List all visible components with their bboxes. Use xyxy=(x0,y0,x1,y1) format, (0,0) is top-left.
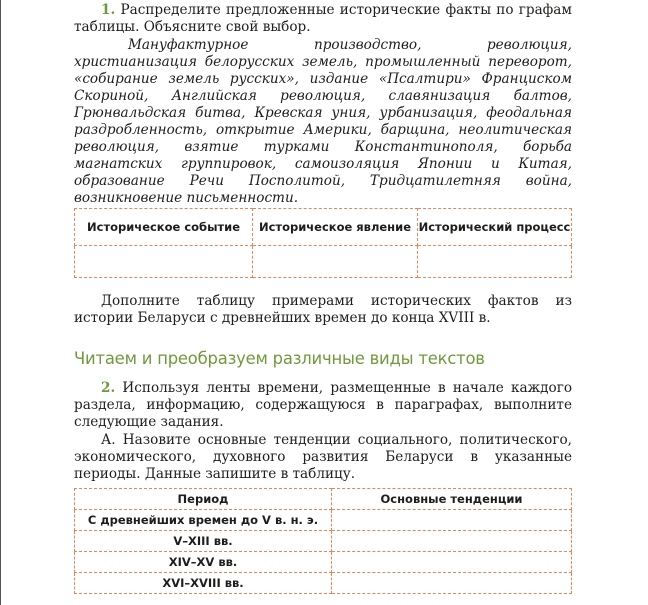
task2-table xyxy=(74,488,572,594)
table-row xyxy=(75,510,572,531)
task2-number: 2. xyxy=(101,380,116,396)
period-cell: XIV–XV вв. xyxy=(75,552,332,573)
period-cell: С древнейших времен до V в. н. э. xyxy=(75,510,332,531)
trend-cell-empty[interactable] xyxy=(332,510,572,531)
trend-cell-empty[interactable] xyxy=(332,573,572,594)
task2-instruction xyxy=(74,380,572,431)
task1-followup: Дополните таблицу примерами исторических фактов из истории Беларуси с древнейших времен до конца XVIII в. xyxy=(74,293,572,326)
cell-phenomenon-empty[interactable] xyxy=(253,246,418,278)
header-main-trends: Основные тенденции xyxy=(332,489,572,510)
cell-event-empty[interactable] xyxy=(75,246,253,278)
period-cell: XVI–XVIII вв. xyxy=(75,573,332,594)
trend-cell-empty[interactable] xyxy=(332,552,572,573)
task2-text-block xyxy=(74,380,572,483)
task1-facts-list: Мануфактурное производство, революция, христианизация белорусских земель, промышленный переворот, «собирание земель русских», издание «Псалтири» Франциском Скориной, Английская революция, славянизация балтов, Грюнвальдская битва, Кревская уния, урбанизация, феодальная раздробленность, открытие Америки, барщина, неолитическая революция, взятие турками Константинополя, борьба магнатских группировок, самоизоляция Японии и Китая, образование Речи Посполитой, Тридцатилетняя война, возникновение письменности. xyxy=(74,37,572,206)
task1-text-block xyxy=(74,2,572,207)
task1-table-empty-row xyxy=(75,246,572,278)
section-title: Читаем и преобразуем различные виды текстов xyxy=(74,349,485,368)
task1-followup-block xyxy=(74,293,572,327)
table-row xyxy=(75,573,572,594)
header-period: Период xyxy=(75,489,332,510)
cell-process-empty[interactable] xyxy=(418,246,572,278)
table-row xyxy=(75,531,572,552)
trend-cell-empty[interactable] xyxy=(332,531,572,552)
task1-table xyxy=(74,208,572,278)
header-historical-phenomenon: Историческое явление xyxy=(253,209,418,246)
task1-instruction xyxy=(74,2,572,36)
task2-table-header-row xyxy=(75,489,572,510)
task2-part-a: А. Назовите основные тенденции социального, политического, экономического, духовного развития Беларуси в указанные периоды. Данные запишите в таблицу. xyxy=(74,432,572,482)
header-historical-event: Историческое событие xyxy=(75,209,253,246)
task1-table-header-row xyxy=(75,209,572,246)
task1-instruction-text: Распределите предложенные исторические факты по графам таблицы. Объясните свой выбор. xyxy=(74,2,572,35)
table-row xyxy=(75,552,572,573)
page-edge-line xyxy=(0,0,1,605)
task2-instruction-text: Используя ленты времени, размещенные в начале каждого раздела, информацию, содержащуюся в параграфах, выполните следующие задания. xyxy=(74,380,573,430)
period-cell: V–XIII вв. xyxy=(75,531,332,552)
header-historical-process: Исторический процесс xyxy=(418,209,572,246)
task1-number: 1. xyxy=(101,2,116,18)
